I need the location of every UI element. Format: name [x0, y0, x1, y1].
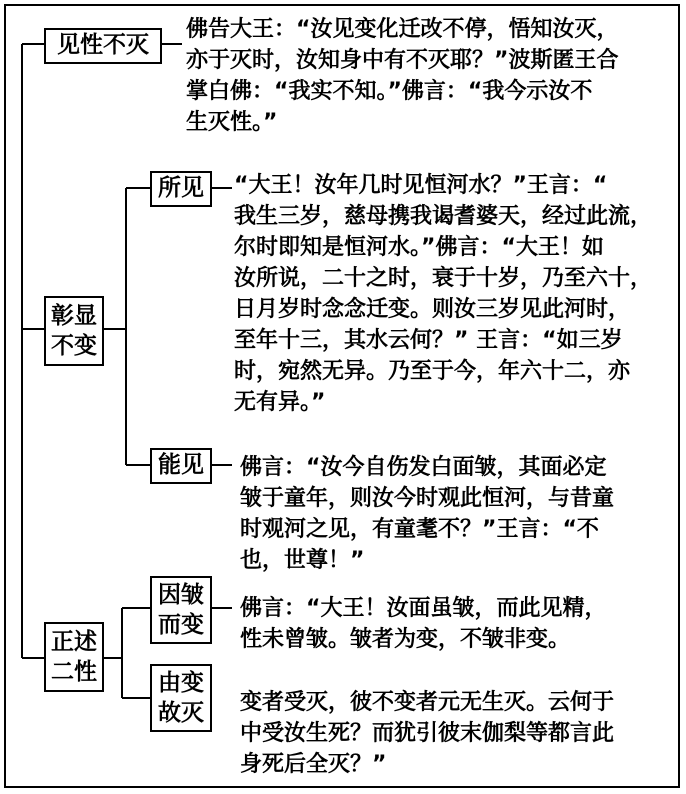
node-youbian: [150, 664, 212, 732]
text-suojian: [234, 170, 652, 418]
node-zhangxian-line1: 彰显: [51, 303, 97, 329]
node-jianxing-label: 见性不灭: [57, 32, 149, 58]
text-youbian-line: 中受汝生死？而犹引彼末伽梨等都言此: [240, 721, 615, 746]
text-jianxing-line: 佛告大王：“汝见变化迁改不停，悟知汝灭，: [186, 17, 619, 42]
text-suojian-line: 汝所说，二十之时，衰于十岁，乃至六十，: [234, 266, 653, 291]
node-yinzhou: [150, 576, 212, 644]
text-suojian-line: 日月岁时念念迁变。则汝三岁见此河时，: [234, 297, 631, 322]
text-nengjian-line: 也，世尊！”: [240, 548, 365, 573]
text-nengjian-line: 皱于童年，则汝今时观此恒河，与昔童: [240, 486, 615, 511]
node-yinzhou-line1: 因皱: [158, 582, 204, 608]
node-jianxing: [44, 28, 162, 64]
text-nengjian-line: 时观河之见，有童耄不？”王言：“不: [240, 517, 599, 542]
text-yinzhou: [240, 593, 606, 655]
text-suojian-line: “大王！汝年几时见恒河水？”王言：“: [234, 173, 608, 198]
node-zhengshu-line2: 二性: [51, 659, 97, 685]
node-youbian-line1: 由变: [158, 670, 204, 696]
text-suojian-line: 我生三岁，慈母携我谒耆婆天，经过此流，: [234, 204, 653, 229]
text-suojian-line: 无有异。”: [234, 390, 326, 415]
text-youbian: [240, 687, 614, 780]
node-nengjian-label: 能见: [158, 452, 204, 478]
node-yinzhou-line2: 而变: [158, 612, 204, 638]
node-suojian-label: 所见: [158, 175, 204, 201]
node-zhengshu: [44, 622, 104, 692]
node-youbian-line2: 故灭: [158, 700, 204, 726]
text-yinzhou-line: 性未曾皱。皱者为变，不皱非变。: [240, 627, 571, 652]
text-youbian-line: 变者受灭，彼不变者元无生灭。云何于: [240, 690, 615, 715]
text-nengjian-line: 佛言：“汝今自伤发白面皱，其面必定: [240, 455, 607, 480]
node-zhengshu-line1: 正述: [51, 629, 97, 655]
text-youbian-line: 身死后全灭？”: [240, 752, 387, 777]
text-nengjian: [240, 452, 614, 576]
text-suojian-line: 时，宛然无异。乃至于今，年六十二，亦: [234, 359, 631, 384]
node-zhangxian: [44, 296, 104, 366]
text-suojian-line: 至年十三，其水云何？” 王言：“如三岁: [234, 328, 623, 353]
text-jianxing-line: 生灭性。”: [186, 110, 278, 135]
text-jianxing-line: 掌白佛：“我实不知。”佛言：“我今示汝不: [186, 79, 593, 104]
node-zhangxian-line2: 不变: [51, 333, 97, 359]
node-suojian: [150, 171, 212, 207]
text-yinzhou-line: 佛言：“大王！汝面虽皱，而此见精，: [240, 596, 607, 621]
text-jianxing: [186, 14, 618, 138]
text-suojian-line: 尔时即知是恒河水。”佛言：“大王！如: [234, 235, 604, 260]
text-jianxing-line: 亦于灭时，汝知身中有不灭耶？”波斯匿王合: [186, 48, 619, 73]
node-nengjian: [150, 448, 212, 484]
